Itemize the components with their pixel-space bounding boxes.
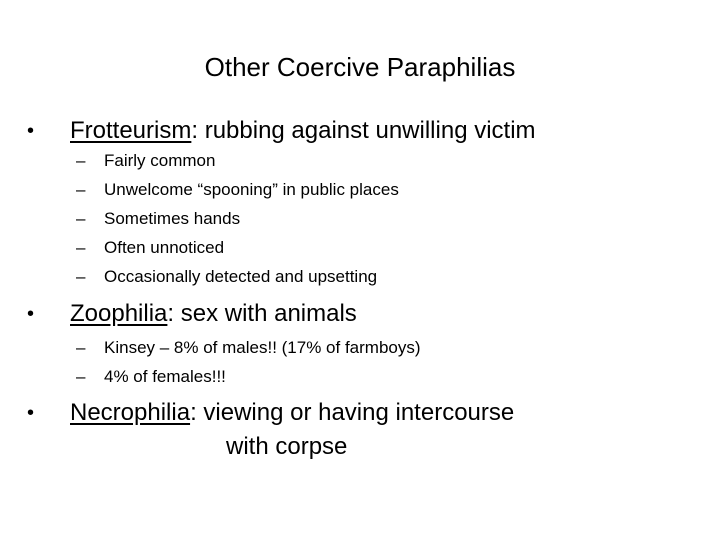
slide-title: Other Coercive Paraphilias [204,52,516,82]
term-necrophilia: Necrophilia [70,399,191,426]
bullet-icon: • [27,402,35,424]
dash-icon: – [76,151,86,170]
dash-icon: – [76,338,86,357]
dash-icon: – [76,180,86,199]
sub-item-text: Kinsey – 8% of males!! (17% of farmboys) [104,338,421,357]
dash-icon: – [76,367,86,386]
bullet-icon: • [27,303,35,325]
dash-icon: – [76,209,86,228]
term-frotteurism: Frotteurism [70,117,192,144]
term-zoophilia: Zoophilia [70,300,168,327]
definition-necrophilia: : viewing or having intercourse [190,399,515,426]
sub-item-text: Unwelcome “spooning” in public places [104,180,399,199]
dash-icon: – [76,267,86,286]
sub-item-text: Often unnoticed [104,238,225,257]
sub-item-text: Occasionally detected and upsetting [104,267,378,286]
definition-necrophilia-continuation: with corpse [226,433,348,460]
definition-frotteurism: : rubbing against unwilling victim [191,117,536,144]
dash-icon: – [76,238,86,257]
sub-item-text: Fairly common [104,151,216,170]
definition-zoophilia: : sex with animals [167,300,357,327]
sub-item-text: 4% of females!!! [104,367,226,386]
sub-item-text: Sometimes hands [104,209,241,228]
bullet-icon: • [27,120,35,142]
